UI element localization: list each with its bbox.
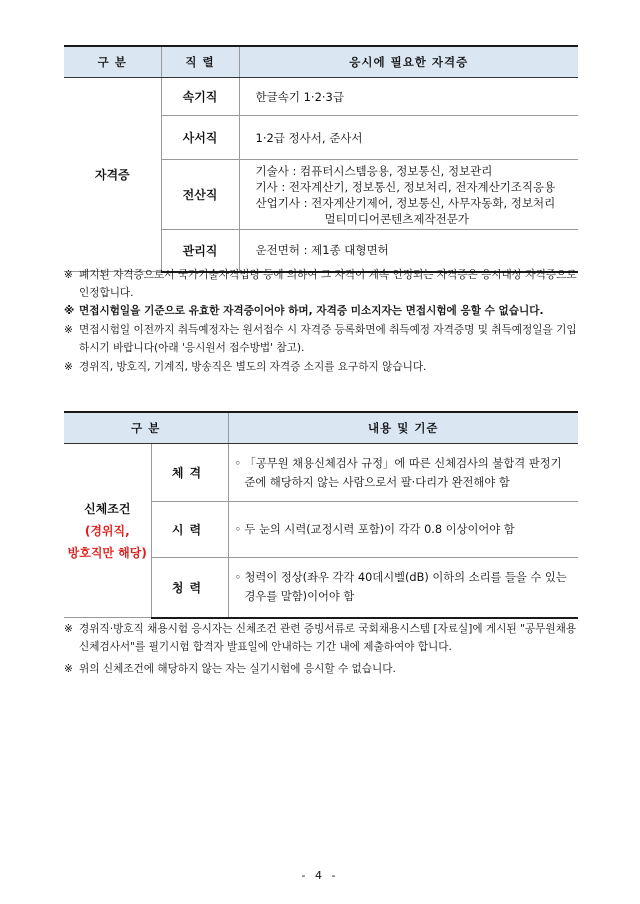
- note-mark: ※: [64, 305, 75, 317]
- content-text: 「공무원 채용신체검사 규정」에 따른 신체검사의 불합격 판정기준에 해당하지 않는 사람으로서 팔·다리가 완전해야 함: [244, 456, 562, 489]
- note-mark: ※: [64, 361, 73, 373]
- requirement-cell: [239, 116, 578, 160]
- category-cell: [64, 444, 151, 618]
- header-category: 구 분: [64, 46, 161, 78]
- requirement-cell: [239, 160, 578, 230]
- category-note: 방호직만 해당): [67, 545, 147, 560]
- bullet-icon: ◦: [234, 571, 242, 585]
- note-mark: ※: [64, 324, 73, 336]
- note: [64, 620, 580, 656]
- note: [64, 321, 580, 357]
- requirement-line: 기사 : 전자계산기, 정보통신, 정보처리, 전자계산기조직응용: [255, 179, 556, 194]
- requirement-line: 멀티미디어콘텐츠제작전문가: [324, 211, 469, 226]
- note-text: 폐지된 자격증으로서 국가기술자격법령 등에 의하여 그 자격이 계속 인정되는 자격증은 응시대상 자격증으로 인정합니다.: [79, 269, 577, 299]
- note: [64, 358, 580, 376]
- requirement-cell: [239, 78, 578, 116]
- table-header-row: [64, 46, 578, 78]
- header-category: 구 분: [64, 412, 228, 444]
- table-row: [64, 78, 578, 116]
- content-text: 청력이 정상(좌우 각각 40데시벨(dB) 이하의 소리를 들을 수 있는 경우를 말함)이어야 함: [244, 571, 567, 604]
- note-text: 위의 신체조건에 해당하지 않는 자는 실기시험에 응시할 수 없습니다.: [79, 663, 396, 675]
- requirement-line: 산업기사 : 전자계산기제어, 정보통신, 사무자동화, 정보처리: [255, 195, 556, 210]
- sub-category-cell: 시력: [151, 502, 228, 558]
- bullet-icon: ◦: [234, 456, 242, 470]
- sub-category-cell: 청력: [151, 558, 228, 618]
- header-job: 직 렬: [161, 46, 239, 78]
- note-text: 면접시험일 이전까지 취득예정자는 원서접수 시 자격증 등록화면에 취득예정 자격증명 및 취득예정일을 기입하시기 바랍니다(아래 '응시원서 접수방법' 참고).: [79, 324, 577, 354]
- page-number: - 4 -: [301, 869, 339, 882]
- physical-condition-table: [64, 411, 578, 619]
- note-text: 면접시험일을 기준으로 유효한 자격증이어야 하며, 자격증 미소지자는 면접시험에 응할 수 없습니다.: [79, 305, 544, 317]
- requirement-line: 기술사 : 컴퓨터시스템응용, 정보통신, 정보관리: [255, 163, 493, 178]
- note-text: 경위직·방호직 채용시험 응시자는 신체조건 관련 증빙서류로 국회채용시스템 [자료실]에 게시된 "공무원채용 신체검사서"를 필기시험 합격자 발표일에 안내하는 기간 내에 제출하여야 합니다.: [79, 623, 577, 653]
- header-requirement: 응시에 필요한 자격증: [239, 46, 578, 78]
- job-cell: 속기직: [161, 78, 239, 116]
- category-title: 신체조건: [84, 501, 131, 516]
- table-header-row: [64, 412, 578, 444]
- note: [64, 660, 580, 678]
- content-cell: [228, 444, 578, 502]
- content-cell: [228, 502, 578, 558]
- note-mark: ※: [64, 623, 73, 635]
- content-text: 두 눈의 시력(교정시력 포함)이 각각 0.8 이상이어야 함: [244, 523, 515, 536]
- note-text: 경위직, 방호직, 기계직, 방송직은 별도의 자격증 소지를 요구하지 않습니다.: [79, 361, 427, 373]
- header-content: 내용 및 기준: [228, 412, 578, 444]
- bullet-icon: ◦: [234, 523, 242, 536]
- requirement-line: 운전면허 : 제1종 대형면허: [255, 243, 389, 258]
- job-cell: 전산직: [161, 160, 239, 230]
- category-note: (경위직,: [84, 523, 130, 538]
- qualification-table: [64, 45, 578, 273]
- sub-category-cell: 체격: [151, 444, 228, 502]
- requirement-line: 한글속기 1·2·3급: [255, 89, 344, 104]
- category-cell: 자격증: [64, 78, 161, 272]
- note-mark: ※: [64, 269, 73, 281]
- job-cell: 사서직: [161, 116, 239, 160]
- content-cell: [228, 558, 578, 618]
- note: [64, 266, 580, 302]
- requirement-line: 1·2급 정사서, 준사서: [255, 130, 363, 145]
- note-bold: [64, 302, 580, 320]
- note-mark: ※: [64, 663, 73, 675]
- table-row: [64, 444, 578, 502]
- job-cell: 관리직: [161, 230, 239, 272]
